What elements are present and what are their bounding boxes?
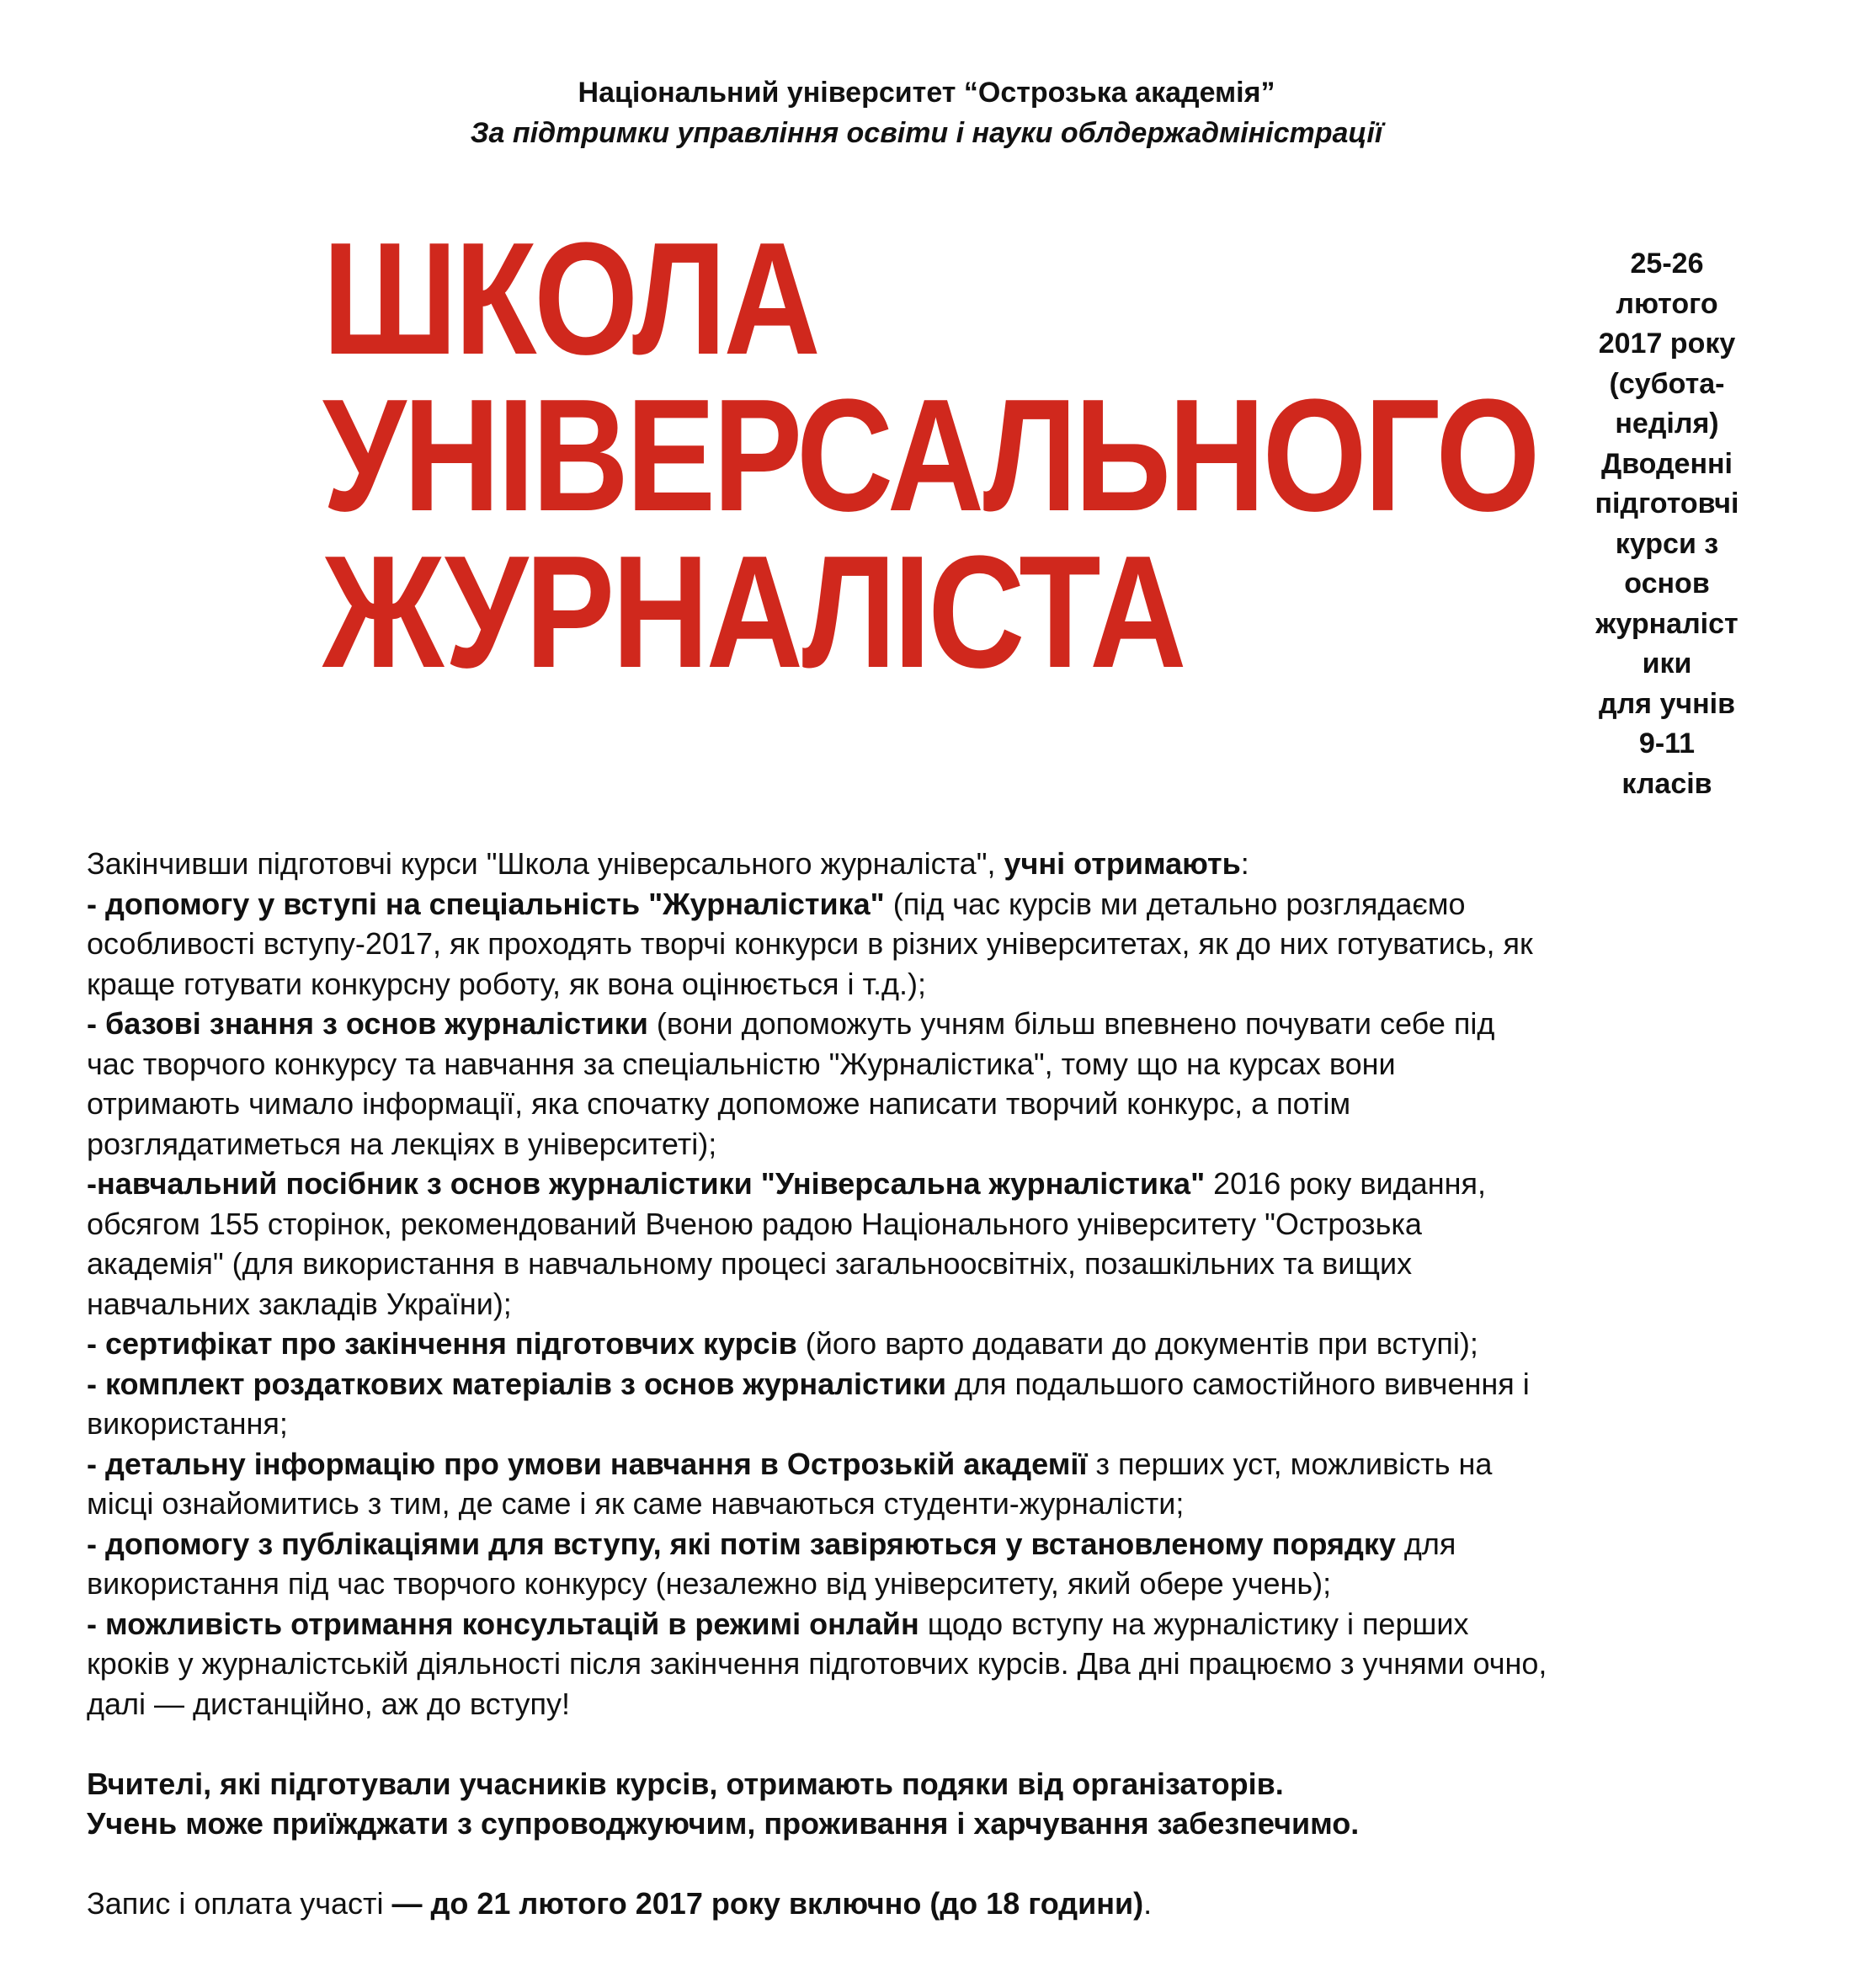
registration-text: Запис і оплата участі — [87, 1886, 392, 1921]
list-item — [87, 1364, 1804, 1404]
item-heading: -навчальний посібник з основ журналістики "Універсальна журналістика" — [87, 1166, 1206, 1201]
header — [0, 72, 1853, 153]
list-item-cont: час творчого конкурсу та навчання за спеціальністю "Журналістика", тому що на курсах вони — [87, 1046, 1396, 1081]
list-item — [87, 1444, 1804, 1484]
title-line-3: ЖУРНАЛІСТА — [322, 523, 1185, 701]
list-item — [87, 884, 1804, 925]
side-line: неділя) — [1615, 408, 1719, 440]
event-details — [1583, 244, 1751, 804]
list-item-cont: отримають чимало інформації, яка спочатку допоможе написати творчий конкурс, а потім — [87, 1086, 1351, 1121]
side-line: (субота- — [1609, 367, 1725, 400]
item-heading: - допомогу з публікаціями для вступу, які потім завіряються у встановленому порядку — [87, 1526, 1396, 1561]
list-item-cont: навчальних закладів України); — [87, 1286, 512, 1321]
item-text: (його варто додавати до документів при вступі); — [796, 1326, 1478, 1361]
list-item-cont: кроків у журналістській діяльності після закінчення підготовчих курсів. Два дні працюємо з учнями очно, — [87, 1646, 1547, 1681]
item-heading: - допомогу у вступі на спеціальність "Журналістика" — [87, 886, 885, 921]
list-item-cont: краще готувати конкурсну роботу, як вона оцінюється і т.д.); — [87, 966, 926, 1001]
item-text: (під час курсів ми детально розглядаємо — [884, 886, 1466, 921]
list-item-cont: обсягом 155 сторінок, рекомендований Вченою радою Національного університету "Острозька — [87, 1206, 1422, 1241]
student-note-text: Учень може приїжджати з супроводжуючим, проживання і харчування забезпечимо. — [87, 1806, 1360, 1841]
list-item — [87, 1604, 1804, 1644]
list-item — [87, 1164, 1804, 1204]
registration-deadline: — до 21 лютого 2017 року включно (до 18 години) — [391, 1886, 1144, 1921]
intro-end: : — [1240, 846, 1249, 881]
item-text: для — [1395, 1526, 1456, 1561]
item-text: 2016 року видання, — [1205, 1166, 1486, 1201]
intro-bold: учні отримають — [1004, 846, 1241, 881]
item-heading: - комплект роздаткових матеріалів з основ журналістики — [87, 1366, 946, 1401]
side-line: 25-26 — [1630, 248, 1704, 280]
side-line: ики — [1642, 648, 1692, 680]
item-text: (вони допоможуть учням більш впевнено почувати себе під — [647, 1006, 1495, 1041]
support-line: За підтримки управління освіти і науки облдержадміністрації — [470, 117, 1383, 149]
side-line: лютого — [1616, 287, 1718, 320]
side-line: класів — [1621, 767, 1712, 800]
teachers-note — [87, 1764, 1804, 1804]
side-line: журналіст — [1595, 607, 1739, 640]
item-text: щодо вступу на журналістику і перших — [919, 1606, 1469, 1641]
list-item — [87, 1004, 1804, 1044]
list-item-cont: використання під час творчого конкурсу (незалежно від університету, який обере учень); — [87, 1566, 1332, 1601]
side-line: для учнів — [1599, 687, 1735, 720]
university-name: Національний університет “Острозька академія” — [578, 77, 1275, 109]
list-item-cont: розглядатиметься на лекціях в університеті); — [87, 1126, 717, 1161]
title-line-2: УНІВЕРСАЛЬНОГО — [322, 366, 1538, 545]
list-item-cont: місці ознайомитись з тим, де саме і як саме навчаються студенти-журналісти; — [87, 1486, 1185, 1521]
item-heading: - сертифікат про закінчення підготовчих курсів — [87, 1326, 797, 1361]
teachers-note-text: Вчителі, які підготували учасників курсів, отримають подяки від організаторів. — [87, 1766, 1284, 1801]
list-item-cont: особливості вступу-2017, як проходять творчі конкурси в різних університетах, як до них готуватись, як — [87, 926, 1533, 961]
side-line: основ — [1624, 568, 1710, 600]
side-line: 2017 року — [1598, 328, 1736, 360]
item-text: з перших уст, можливість на — [1087, 1446, 1493, 1481]
spacer — [87, 1724, 1804, 1764]
list-item-cont: використання; — [87, 1406, 288, 1441]
title-line-1: ШКОЛА — [322, 210, 818, 388]
item-heading: - детальну інформацію про умови навчання в Острозькій академії — [87, 1446, 1088, 1481]
list-item — [87, 1324, 1804, 1364]
list-item-cont: академія" (для використання в навчальному процесі загальноосвітніх, позашкільних та вищих — [87, 1246, 1413, 1281]
item-heading: - базові знання з основ журналістики — [87, 1006, 648, 1041]
item-heading: - можливість отримання консультацій в режимі онлайн — [87, 1606, 919, 1641]
list-item — [87, 1524, 1804, 1564]
main-title — [322, 210, 1602, 707]
side-line: курси з — [1615, 527, 1719, 560]
intro-paragraph — [87, 844, 1804, 884]
intro-text: Закінчивши підготовчі курси "Школа універсального журналіста", — [87, 846, 1004, 881]
side-line: 9-11 — [1638, 728, 1696, 759]
side-line: підготовчі — [1595, 488, 1739, 520]
body-text — [87, 844, 1804, 1924]
registration-end: . — [1143, 1886, 1153, 1921]
item-text: для подальшого самостійного вивчення і — [946, 1366, 1530, 1401]
registration-line — [87, 1884, 1804, 1924]
list-item-cont: далі — дистанційно, аж до вступу! — [87, 1686, 571, 1721]
side-line: Дводенні — [1600, 447, 1733, 480]
spacer — [87, 1844, 1804, 1884]
student-note — [87, 1804, 1804, 1844]
